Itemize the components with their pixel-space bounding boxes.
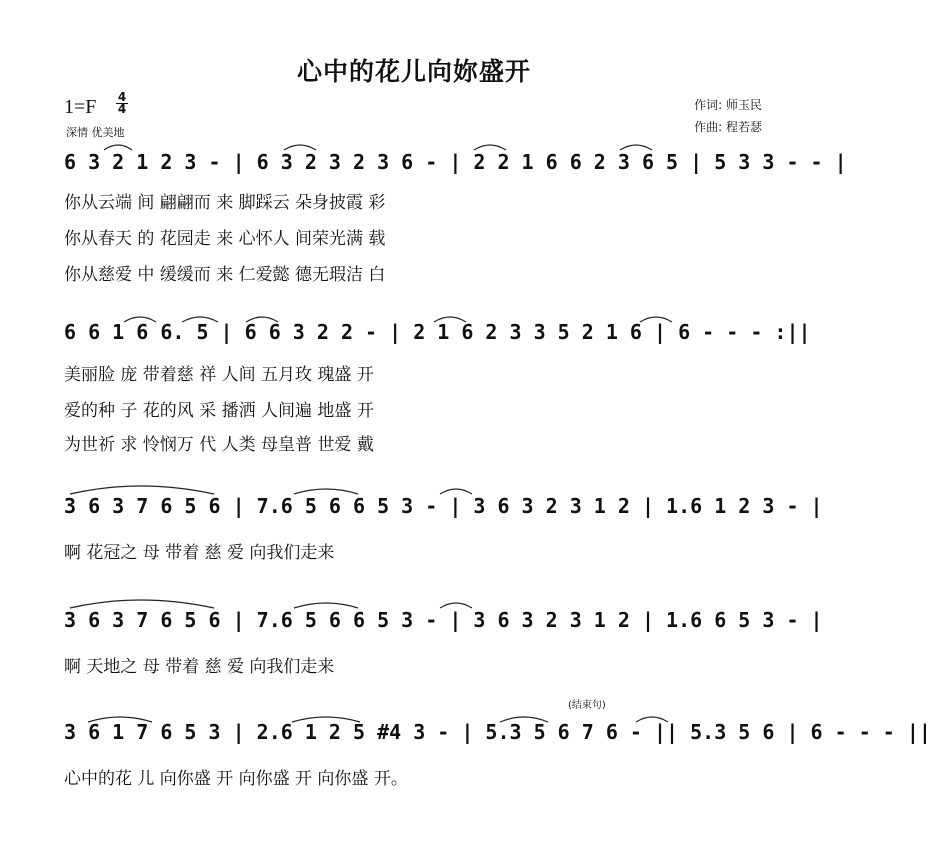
time-signature-numerator: 4 — [117, 90, 127, 104]
slur-arc — [70, 600, 214, 608]
notation-line-3: 3 6 3 7 6 5 6 | 7.6 5 6 6 5 3 - | 3 6 3 2 3 1 2 | 1.6 1 2 3 - | — [64, 494, 823, 518]
lyric-line-4: 啊 天地之 母 带着 慈 爱 向我们走来 — [64, 657, 335, 677]
lyric-line-2-verse-3: 为世祈 求 怜悯万 代 人类 母皇普 世爱 戴 — [64, 435, 374, 455]
slur-arc — [292, 717, 360, 722]
slur-arc — [500, 717, 548, 722]
expression-marking: 深情 优美地 — [66, 126, 125, 139]
slur-arc — [124, 317, 156, 322]
lyric-line-1-verse-3: 你从慈爱 中 缓缓而 来 仁爱懿 德无瑕洁 白 — [64, 265, 386, 285]
slur-arc — [640, 317, 672, 322]
slur-arc — [440, 603, 472, 608]
lyricist-credit: 作词: 师玉民 — [694, 98, 762, 112]
slur-arc — [620, 145, 652, 150]
slur-arc — [636, 717, 668, 722]
slur-arc — [88, 717, 152, 722]
notation-line-4: 3 6 3 7 6 5 6 | 7.6 5 6 6 5 3 - | 3 6 3 2 3 1 2 | 1.6 6 5 3 - | — [64, 608, 823, 632]
slur-arc — [294, 489, 358, 494]
ending-phrase-mark: (结束句) — [568, 700, 606, 711]
lyric-line-2-verse-1: 美丽脸 庞 带着慈 祥 人间 五月玫 瑰盛 开 — [64, 365, 374, 385]
slur-arc — [284, 145, 316, 150]
key-signature: 1=F — [64, 96, 97, 118]
time-signature-denominator: 4 — [117, 102, 127, 116]
lyric-line-2-verse-2: 爱的种 子 花的风 采 播洒 人间遍 地盛 开 — [64, 401, 374, 421]
notation-line-5: 3 6 1 7 6 5 3 | 2.6 1 2 5 #4 3 - | 5.3 5 6 7 6 - || 5.3 5 6 | 6 - - - || — [64, 720, 931, 744]
lyric-line-5: 心中的花 儿 向你盛 开 向你盛 开 向你盛 开。 — [64, 769, 408, 789]
lyric-line-1-verse-2: 你从春天 的 花园走 来 心怀人 间荣光满 载 — [64, 229, 386, 249]
slur-arc — [70, 486, 214, 494]
slur-arc — [104, 145, 132, 150]
slur-arc — [434, 317, 466, 322]
lyric-line-3: 啊 花冠之 母 带着 慈 爱 向我们走来 — [64, 543, 335, 563]
notation-line-1: 6 3 2 1 2 3 - | 6 3 2 3 2 3 6 - | 2 2 1 6 6 2 3 6 5 | 5 3 3 - - | — [64, 150, 847, 174]
lyric-line-1-verse-1: 你从云端 间 翩翩而 来 脚踩云 朵身披霞 彩 — [64, 193, 386, 213]
slur-arc — [246, 317, 278, 322]
composer-credit: 作曲: 程若瑟 — [694, 120, 762, 134]
slur-arc — [294, 603, 358, 608]
slur-arc — [474, 145, 506, 150]
notation-line-2: 6 6 1 6 6. 5 | 6 6 3 2 2 - | 2 1 6 2 3 3 5 2 1 6 | 6 - - - :|| — [64, 320, 811, 344]
slur-arc — [440, 489, 472, 494]
song-title: 心中的花儿向妳盛开 — [296, 57, 531, 86]
slur-arc — [182, 317, 218, 322]
